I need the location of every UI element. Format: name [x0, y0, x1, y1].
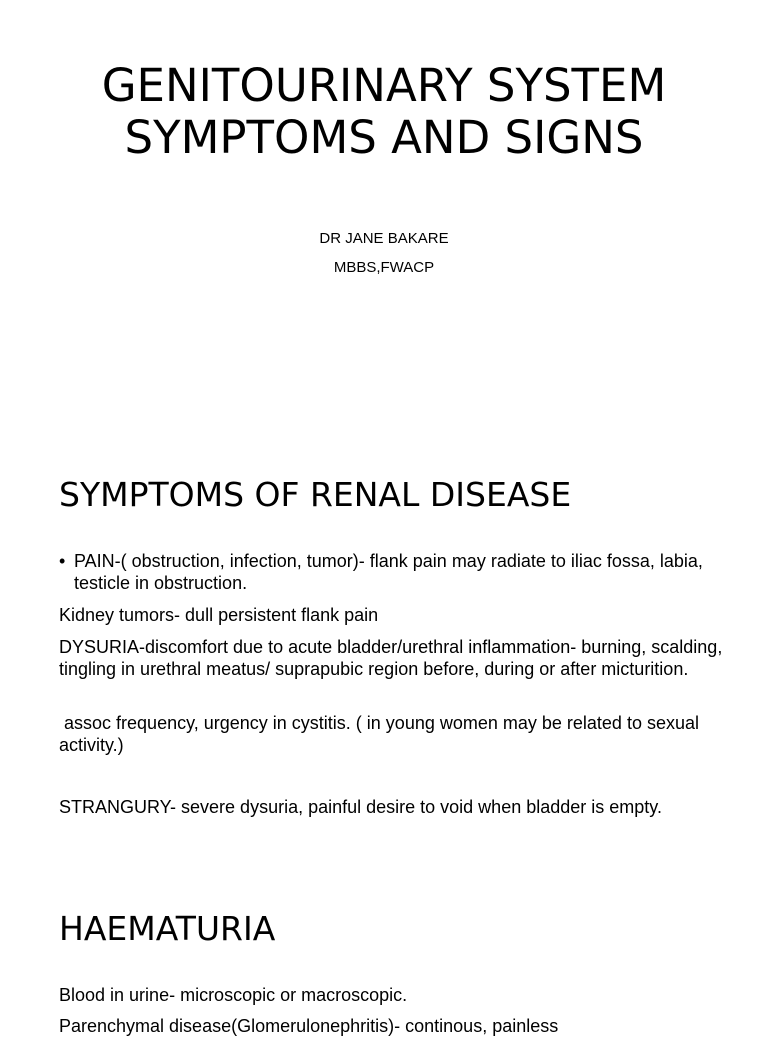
author-credentials: MBBS,FWACP [333, 259, 435, 276]
bullet-text: PAIN-( obstruction, infection, tumor)- flank pain may radiate to iliac fossa, labia, testicle in obstruction. [74, 551, 703, 593]
title-slide [0, 0, 768, 432]
renal-symptoms-slide [0, 432, 768, 864]
paragraph-kidney-tumors: Kidney tumors- dull persistent flank pain [59, 605, 379, 625]
slide-heading: SYMPTOMS OF RENAL DISEASE [59, 475, 572, 514]
paragraph-strangury: STRANGURY- severe dysuria, painful desire to void when bladder is empty. [59, 797, 662, 817]
paragraph-frequency: assoc frequency, urgency in cystitis. ( in young women may be related to sexual activity.) [59, 713, 705, 755]
haematuria-slide [0, 864, 768, 1036]
paragraph-dysuria: DYSURIA-discomfort due to acute bladder/urethral inflammation- burning, scalding, tingling in urethral meatus/ suprapubic region before, during or after micturition. [59, 637, 723, 679]
author-name: DR JANE BAKARE [319, 230, 449, 247]
paragraph-blood-in-urine: Blood in urine- microscopic or macroscopic. [59, 985, 408, 1005]
paragraph-parenchymal: Parenchymal disease(Glomerulonephritis)- continous, painless [59, 1016, 559, 1036]
slide-heading: HAEMATURIA [59, 909, 276, 948]
presentation-title: GENITOURINARY SYSTEM SYMPTOMS AND SIGNS [101, 59, 667, 164]
bullet-marker: • [59, 551, 66, 571]
bullet-item-pain [59, 550, 724, 594]
